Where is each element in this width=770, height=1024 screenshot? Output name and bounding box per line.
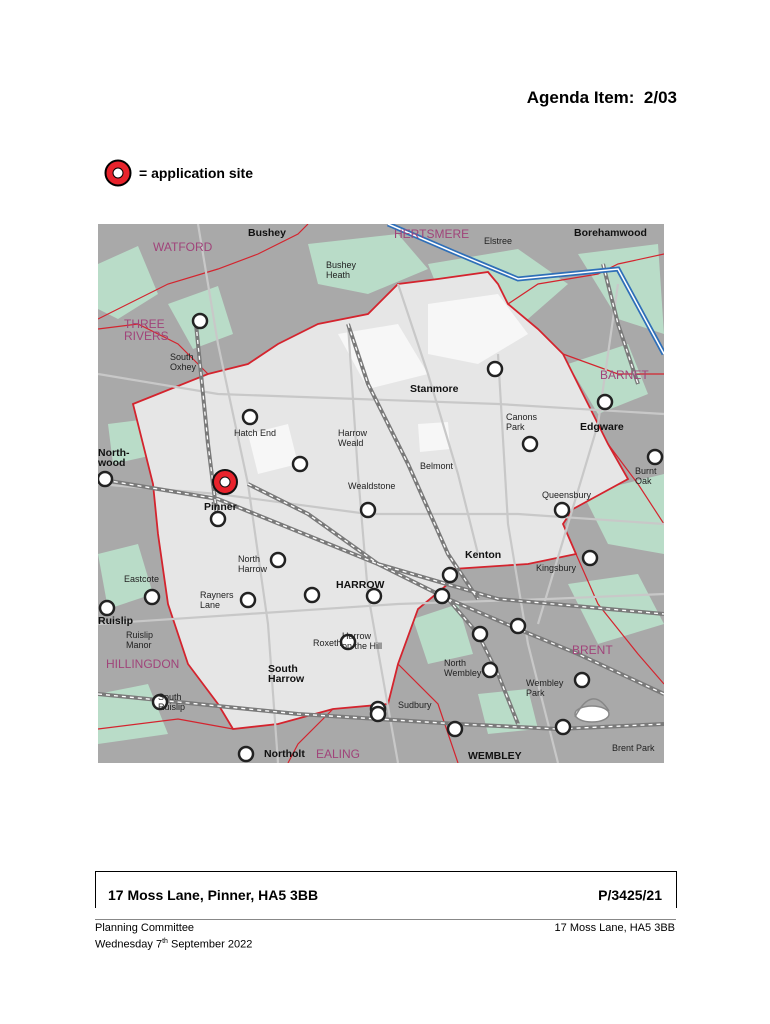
agenda-label: Agenda Item: bbox=[526, 88, 635, 107]
map-label-sudbury: Sudbury bbox=[398, 700, 432, 710]
application-reference: P/3425/21 bbox=[598, 887, 662, 903]
map-label-harrow: HARROW bbox=[336, 579, 385, 591]
footer-date-suffix: th bbox=[162, 938, 168, 945]
footer-left bbox=[95, 922, 252, 952]
footer-divider bbox=[95, 919, 676, 920]
map-label-edgware: Edgware bbox=[580, 421, 624, 433]
application-site-marker bbox=[213, 470, 237, 494]
map-label-rayners-lane: Rayners Lane bbox=[200, 590, 234, 610]
map-label-brent-park: Brent Park bbox=[612, 743, 655, 753]
site-address: 17 Moss Lane, Pinner, HA5 3BB bbox=[108, 887, 319, 903]
map-label-barnet: BARNET bbox=[600, 368, 649, 382]
map-label-borehamwood: Borehamwood bbox=[574, 227, 647, 239]
map-label-kingsbury: Kingsbury bbox=[536, 563, 577, 573]
map-label-watford: WATFORD bbox=[153, 240, 213, 254]
map-label-belmont: Belmont bbox=[420, 461, 454, 471]
agenda-item-heading bbox=[517, 88, 677, 108]
map-label-roxeth: Roxeth bbox=[313, 638, 342, 648]
map-label-wembley-park: Wembley Park bbox=[526, 678, 564, 698]
map-label-stanmore: Stanmore bbox=[410, 383, 459, 395]
map-label-eastcote: Eastcote bbox=[124, 574, 160, 584]
map-label-ruislip: Ruislip bbox=[98, 615, 134, 627]
footer-date-rest: September 2022 bbox=[167, 938, 253, 951]
map-label-south-ruislip: South Ruislip bbox=[158, 692, 186, 712]
map-label-harrow-weald: Harrow Weald bbox=[338, 428, 368, 448]
map-label-wembley: WEMBLEY bbox=[468, 750, 522, 762]
footer-committee: Planning Committee bbox=[95, 922, 195, 934]
map-label-hertsmere: HERTSMERE bbox=[394, 227, 470, 241]
map-label-bushey: Bushey bbox=[248, 227, 286, 239]
map-label-ruislip-manor: Ruislip Manor bbox=[126, 630, 154, 650]
footer-address: 17 Moss Lane, HA5 3BB bbox=[554, 922, 675, 934]
map-label-hillingdon: HILLINGDON bbox=[106, 657, 180, 671]
map-label-north-harrow: North Harrow bbox=[238, 554, 268, 574]
map-legend bbox=[103, 156, 253, 190]
map-label-three-rivers: THREE RIVERS bbox=[124, 317, 169, 343]
map-label-kenton: Kenton bbox=[465, 549, 502, 561]
map-label-harrow-on-the-hill: Harrow on the Hill bbox=[342, 631, 383, 651]
location-map-svg bbox=[98, 224, 664, 763]
map-label-pinner: Pinner bbox=[204, 501, 237, 513]
map-label-queensbury: Queensbury bbox=[542, 490, 592, 500]
map-label-canons-park: Canons Park bbox=[506, 412, 538, 432]
site-caption-box bbox=[95, 871, 677, 908]
map-label-south-oxhey: South Oxhey bbox=[170, 352, 197, 372]
map-label-ealing: EALING bbox=[316, 747, 361, 761]
application-site-marker-icon bbox=[103, 158, 133, 188]
map-label-northwood: North-wood bbox=[98, 447, 130, 469]
location-map bbox=[98, 224, 664, 763]
footer-date-day: Wednesday 7 bbox=[95, 938, 163, 951]
map-label-northolt: Northolt bbox=[264, 748, 305, 760]
map-label-brent: BRENT bbox=[572, 643, 613, 657]
map-label-north-wembley: North Wembley bbox=[444, 658, 482, 678]
legend-label: = application site bbox=[139, 165, 253, 181]
map-label-wealdstone: Wealdstone bbox=[348, 481, 396, 491]
agenda-number: 2/03 bbox=[643, 88, 677, 107]
map-label-burnt-oak: Burnt Oak bbox=[635, 466, 657, 486]
map-label-elstree: Elstree bbox=[484, 236, 513, 246]
map-label-hatch-end: Hatch End bbox=[234, 428, 277, 438]
footer-date bbox=[95, 935, 252, 952]
map-label-bushey-heath: Bushey Heath bbox=[326, 260, 357, 280]
map-label-south-harrow: South Harrow bbox=[268, 663, 305, 685]
